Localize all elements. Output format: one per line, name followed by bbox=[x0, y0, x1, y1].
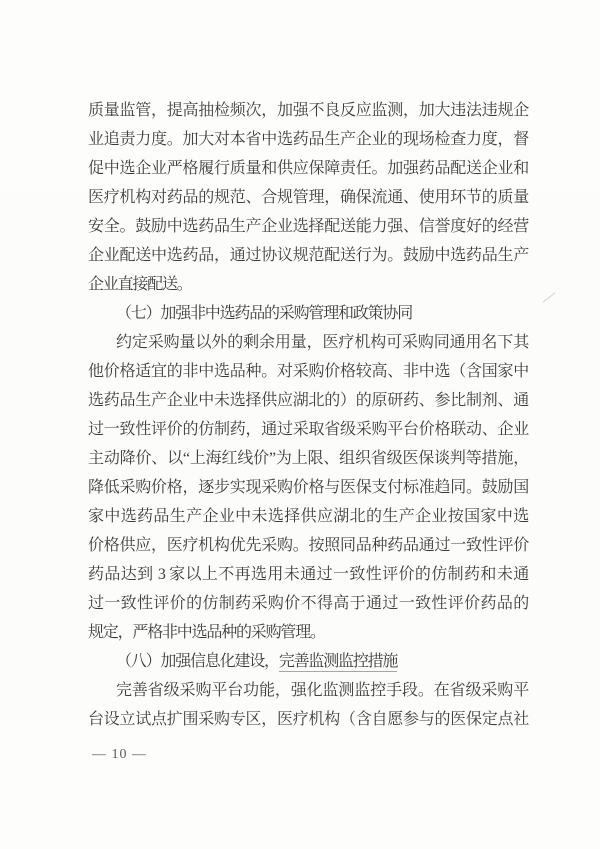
body-line: 过一致性评价的仿制药采购价不得高于通过一致性评价药品的 bbox=[88, 595, 528, 612]
body-line: 选药品生产企业中未选择供应湖北的）的原研药、参比制剂、通 bbox=[88, 392, 528, 409]
body-line: 安全。鼓励中选药品生产企业选择配送能力强、信誉度好的经营 bbox=[88, 218, 528, 235]
page-number: — 10 — bbox=[92, 747, 147, 762]
paragraph-start-line: 完善省级采购平台功能，强化监测监控手段。在省级采购平 bbox=[116, 682, 528, 699]
section-heading-8 bbox=[88, 647, 528, 676]
body-line: 过一致性评价的仿制药，通过采取省级采购平台价格联动、企业 bbox=[88, 421, 528, 438]
body-line: 业追责力度。加大对本省中选药品生产企业的现场检查力度，督 bbox=[88, 131, 528, 148]
paragraph-end-line: 规定，严格非中选品种的采购管理。 bbox=[88, 624, 325, 641]
body-line: 医疗机构对药品的规范、合规管理，确保流通、使用环节的质量 bbox=[88, 189, 528, 206]
body-line: 降低采购价格，逐步实现采购价格与医保支付标准趋同。鼓励国 bbox=[88, 479, 528, 496]
body-line: 促中选企业严格履行质量和供应保障责任。加强药品配送企业和 bbox=[88, 160, 528, 177]
body-line: 质量监管，提高抽检频次，加强不良反应监测，加大违法违规企 bbox=[88, 102, 528, 119]
body-line: 他价格适宜的非中选品种。对采购价格较高、非中选（含国家中 bbox=[88, 363, 528, 380]
body-line: 价格供应，医疗机构优先采购。按照同品种药品通过一致性评价 bbox=[88, 537, 528, 554]
body-line: 主动降价、以“上海红线价”为上限、组织省级医保谈判等措施， bbox=[88, 450, 528, 467]
scan-artifact bbox=[542, 292, 555, 303]
section-heading-8-prefix: （八）加强信息化建设， bbox=[116, 653, 279, 670]
body-line: 台设立试点扩围采购专区，医疗机构（含自愿参与的医保定点社 bbox=[88, 711, 528, 728]
document-text-block bbox=[88, 96, 528, 734]
paragraph-end-line: 企业直接配送。 bbox=[88, 276, 192, 293]
body-line: 企业配送中选药品，通过协议规范配送行为。鼓励中选药品生产 bbox=[88, 247, 528, 264]
paragraph-start-line: 约定采购量以外的剩余用量，医疗机构可采购同通用名下其 bbox=[116, 334, 528, 351]
section-heading-7: （七）加强非中选药品的采购管理和政策协同 bbox=[116, 305, 413, 322]
body-line: 药品达到 3 家以上不再选用未通过一致性评价的仿制药和未通 bbox=[88, 566, 528, 583]
section-heading-8-underlined: 完善监测监控措施 bbox=[278, 653, 398, 670]
body-line: 家中选药品生产企业中未选择供应湖北的生产企业按国家中选 bbox=[88, 508, 528, 525]
